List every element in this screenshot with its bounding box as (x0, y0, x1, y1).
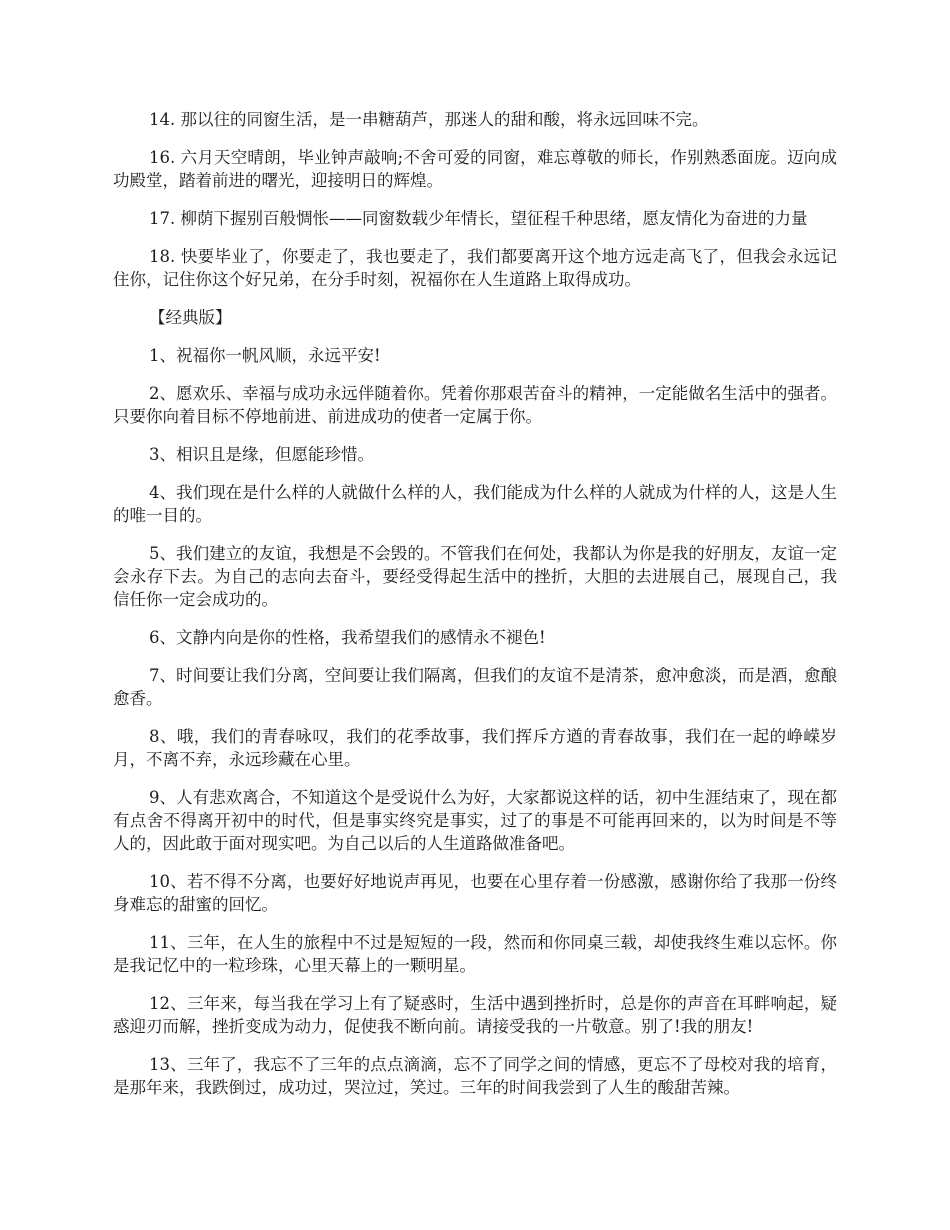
paragraph-classic-8: 8、哦，我们的青春咏叹，我们的花季故事，我们挥斥方遒的青春故事，我们在一起的峥嵘岁月，不离不弃，永远珍藏在心里。 (113, 727, 837, 769)
paragraph-classic-6: 6、文静内向是你的性格，我希望我们的感情永不褪色! (149, 628, 546, 647)
paragraph-14: 14. 那以往的同窗生活，是一串糖葫芦，那迷人的甜和酸，将永远回味不完。 (149, 110, 709, 129)
paragraph-classic-4: 4、我们现在是什么样的人就做什么样的人，我们能成为什么样的人就成为什样的人，这是人生的唯一目的。 (113, 483, 837, 525)
paragraph-18: 18. 快要毕业了，你要走了，我也要走了，我们都要离开这个地方远走高飞了，但我会永远记住你，记住你这个好兄弟，在分手时刻，祝福你在人生道路上取得成功。 (113, 247, 837, 289)
paragraph-classic-2: 2、愿欢乐、幸福与成功永远伴随着你。凭着你那艰苦奋斗的精神，一定能做名生活中的强者。只要你向着目标不停地前进、前进成功的使者一定属于你。 (113, 384, 837, 426)
document-body (113, 108, 837, 1114)
paragraph-classic-10: 10、若不得不分离，也要好好地说声再见，也要在心里存着一份感激，感谢你给了我那一份终身难忘的甜蜜的回忆。 (113, 872, 837, 914)
paragraph-classic-13: 13、三年了，我忘不了三年的点点滴滴，忘不了同学之间的情感，更忘不了母校对我的培育，是那年来，我跌倒过，成功过，哭泣过，笑过。三年的时间我尝到了人生的酸甜苦辣。 (113, 1055, 837, 1097)
section-heading-classic: 【经典版】 (149, 308, 232, 327)
paragraph-16: 16. 六月天空晴朗，毕业钟声敲响;不舍可爱的同窗，难忘尊敬的师长，作别熟悉面庞。迈向成功殿堂，踏着前进的曙光，迎接明日的辉煌。 (113, 148, 837, 190)
paragraph-classic-12: 12、三年来，每当我在学习上有了疑惑时，生活中遇到挫折时，总是你的声音在耳畔响起，疑惑迎刃而解，挫折变成为动力，促使我不断向前。请接受我的一片敬意。别了!我的朋友! (113, 994, 837, 1036)
paragraph-classic-11: 11、三年，在人生的旅程中不过是短短的一段，然而和你同桌三载，却使我终生难以忘怀。你是我记忆中的一粒珍珠，心里天幕上的一颗明星。 (113, 933, 837, 975)
paragraph-classic-5: 5、我们建立的友谊，我想是不会毁的。不管我们在何处，我都认为你是我的好朋友，友谊一定会永存下去。为自己的志向去奋斗，要经受得起生活中的挫折，大胆的去进展自己，展现自己，我信任你一定会成功的。 (113, 544, 837, 609)
paragraph-classic-1: 1、祝福你一帆风顺，永远平安! (149, 346, 381, 365)
paragraph-classic-3: 3、相识且是缘，但愿能珍惜。 (149, 445, 374, 464)
paragraph-classic-7: 7、时间要让我们分离，空间要让我们隔离，但我们的友谊不是清茶，愈冲愈淡，而是酒，愈酿愈香。 (113, 666, 837, 708)
paragraph-classic-9: 9、人有悲欢离合，不知道这个是受说什么为好，大家都说这样的话，初中生涯结束了，现在都有点舍不得离开初中的时代，但是事实终究是事实，过了的事是不可能再回来的，以为时间是不等人的，因此敢于面对现实吧。为自己以后的人生道路做准备吧。 (113, 788, 837, 853)
paragraph-17: 17. 柳荫下握别百般惆怅——同窗数载少年情长，望征程千种思绪，愿友情化为奋进的力量 (149, 209, 808, 228)
